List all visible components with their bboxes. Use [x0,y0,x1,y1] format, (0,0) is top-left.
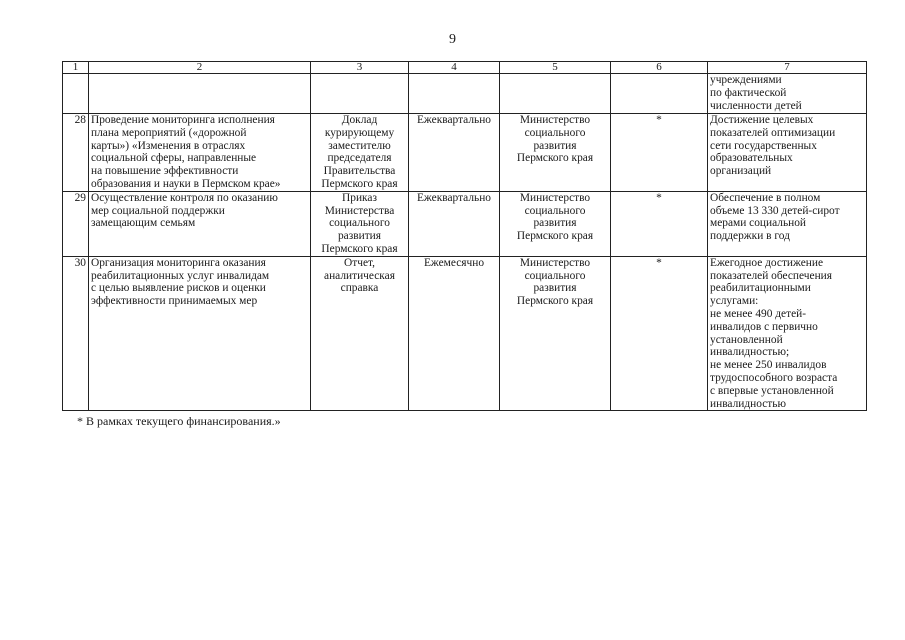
result-cell-line: показателей оптимизации [710,126,836,139]
result-cell-line: установленной [710,333,783,346]
measure-cell [89,256,311,411]
period-cell: Ежемесячно [409,256,500,411]
cell-empty [89,74,311,114]
responsible-cell-line: развития [533,217,577,230]
row-number-cell: 29 [63,191,89,256]
result-cell-line: Достижение целевых [710,114,814,126]
document-cell-line: справка [340,282,379,295]
responsible-cell [500,114,611,192]
result-cell-line: не менее 490 детей- [710,307,807,320]
table-row [63,114,867,192]
result-line: учреждениями [710,74,782,86]
document-cell [311,256,409,411]
header-row [63,62,867,74]
result-cell-line: услугами: [710,295,759,308]
header-col-3: 3 [311,62,409,74]
measure-cell-line: Осуществление контроля по оказанию [91,191,278,204]
document-cell-line: председателя [327,152,392,165]
header-col-7: 7 [708,62,867,74]
cell-empty [409,74,500,114]
result-line: по фактической [710,86,787,99]
result-cell-line: мерами социальной [710,217,807,230]
cell-empty [63,74,89,114]
measure-cell-line: карты») «Изменения в отраслях [91,139,246,152]
measures-table [62,61,867,411]
result-cell-line: инвалидностью; [710,346,790,359]
table-row [63,191,867,256]
result-cell [708,191,867,256]
row-number-cell: 30 [63,256,89,411]
document-cell-line: Приказ [342,191,377,204]
result-cell [708,114,867,192]
responsible-cell-line: Министерство [519,114,591,126]
measure-cell-line: мер социальной поддержки [91,204,225,217]
result-cell [708,256,867,411]
document-cell-line: Министерства [324,204,395,217]
result-cell-line: образовательных [710,152,793,165]
responsible-cell-line: развития [533,139,577,152]
result-cell-line: объеме 13 330 детей-сирот [710,204,840,217]
document-cell-line: заместителю [328,139,391,152]
measure-cell-line: образования и науки в Пермском крае» [91,177,281,190]
cell-empty [500,74,611,114]
period-cell: Ежеквартально [409,114,500,192]
responsible-cell-line: социального [524,204,586,217]
measure-cell-line: с целью выявление рисков и оценки [91,282,266,295]
result-cell-line: инвалидов с первично [710,320,818,333]
measure-cell [89,114,311,192]
document-cell-line: аналитическая [324,269,395,282]
measure-cell-line: реабилитационных услуг инвалидам [91,269,270,282]
responsible-cell [500,191,611,256]
responsible-cell [500,256,611,411]
responsible-cell-line: Пермского края [516,295,594,308]
document-cell [311,191,409,256]
measure-cell-line: социальной сферы, направленные [91,152,257,165]
footnote: * В рамках текущего финансирования.» [77,414,281,428]
header-col-6: 6 [611,62,708,74]
measure-cell-line: Проведение мониторинга исполнения [91,114,275,126]
header-col-5: 5 [500,62,611,74]
result-cell-line: с впервые установленной [710,384,834,397]
continuation-row [63,74,867,114]
result-cell-line: организаций [710,165,772,178]
document-cell-line: развития [337,230,382,243]
responsible-cell-line: Министерство [519,256,591,269]
cell-empty [311,74,409,114]
result-cell-line: Ежегодное достижение [710,256,824,269]
responsible-cell-line: социального [524,269,586,282]
document-cell-line: Правительства [323,165,396,178]
funding-cell: * [611,114,708,192]
table-row [63,256,867,411]
document-cell-line: социального [329,217,390,230]
result-cell-line: трудоспособного возраста [710,371,838,384]
responsible-cell-line: развития [533,282,577,295]
header-col-1: 1 [63,62,89,74]
measure-cell [89,191,311,256]
result-cell-line: инвалидностью [710,397,786,410]
responsible-cell-line: Министерство [519,191,591,204]
page-number: 9 [449,32,456,47]
document-cell-line: Пермского края [321,242,398,255]
continuation-result-cell [708,74,867,114]
result-line: численности детей [710,99,802,112]
measure-cell-line: замещающим семьям [91,217,196,230]
period-cell: Ежеквартально [409,191,500,256]
responsible-cell-line: социального [524,126,586,139]
result-cell-line: показателей обеспечения [710,269,833,282]
responsible-cell-line: Пермского края [516,152,594,165]
funding-cell: * [611,191,708,256]
result-cell-line: сети государственных [710,139,817,152]
row-number-cell: 28 [63,114,89,192]
responsible-cell-line: Пермского края [516,230,594,243]
document-cell-line: Отчет, [344,256,375,269]
funding-cell: * [611,256,708,411]
cell-empty [611,74,708,114]
result-cell-line: Обеспечение в полном [710,191,821,204]
measure-cell-line: эффективности принимаемых мер [91,295,258,308]
measure-cell-line: на повышение эффективности [91,165,239,178]
measure-cell-line: плана мероприятий («дорожной [91,126,247,139]
document-cell-line: курирующему [324,126,395,139]
result-cell-line: не менее 250 инвалидов [710,359,827,372]
result-cell-line: реабилитационными [710,282,811,295]
measure-cell-line: Организация мониторинга оказания [91,256,266,269]
document-cell-line: Доклад [341,114,378,126]
header-col-4: 4 [409,62,500,74]
result-cell-line: поддержки в год [710,230,790,243]
document-cell-line: Пермского края [321,177,398,190]
header-col-2: 2 [89,62,311,74]
document-cell [311,114,409,192]
